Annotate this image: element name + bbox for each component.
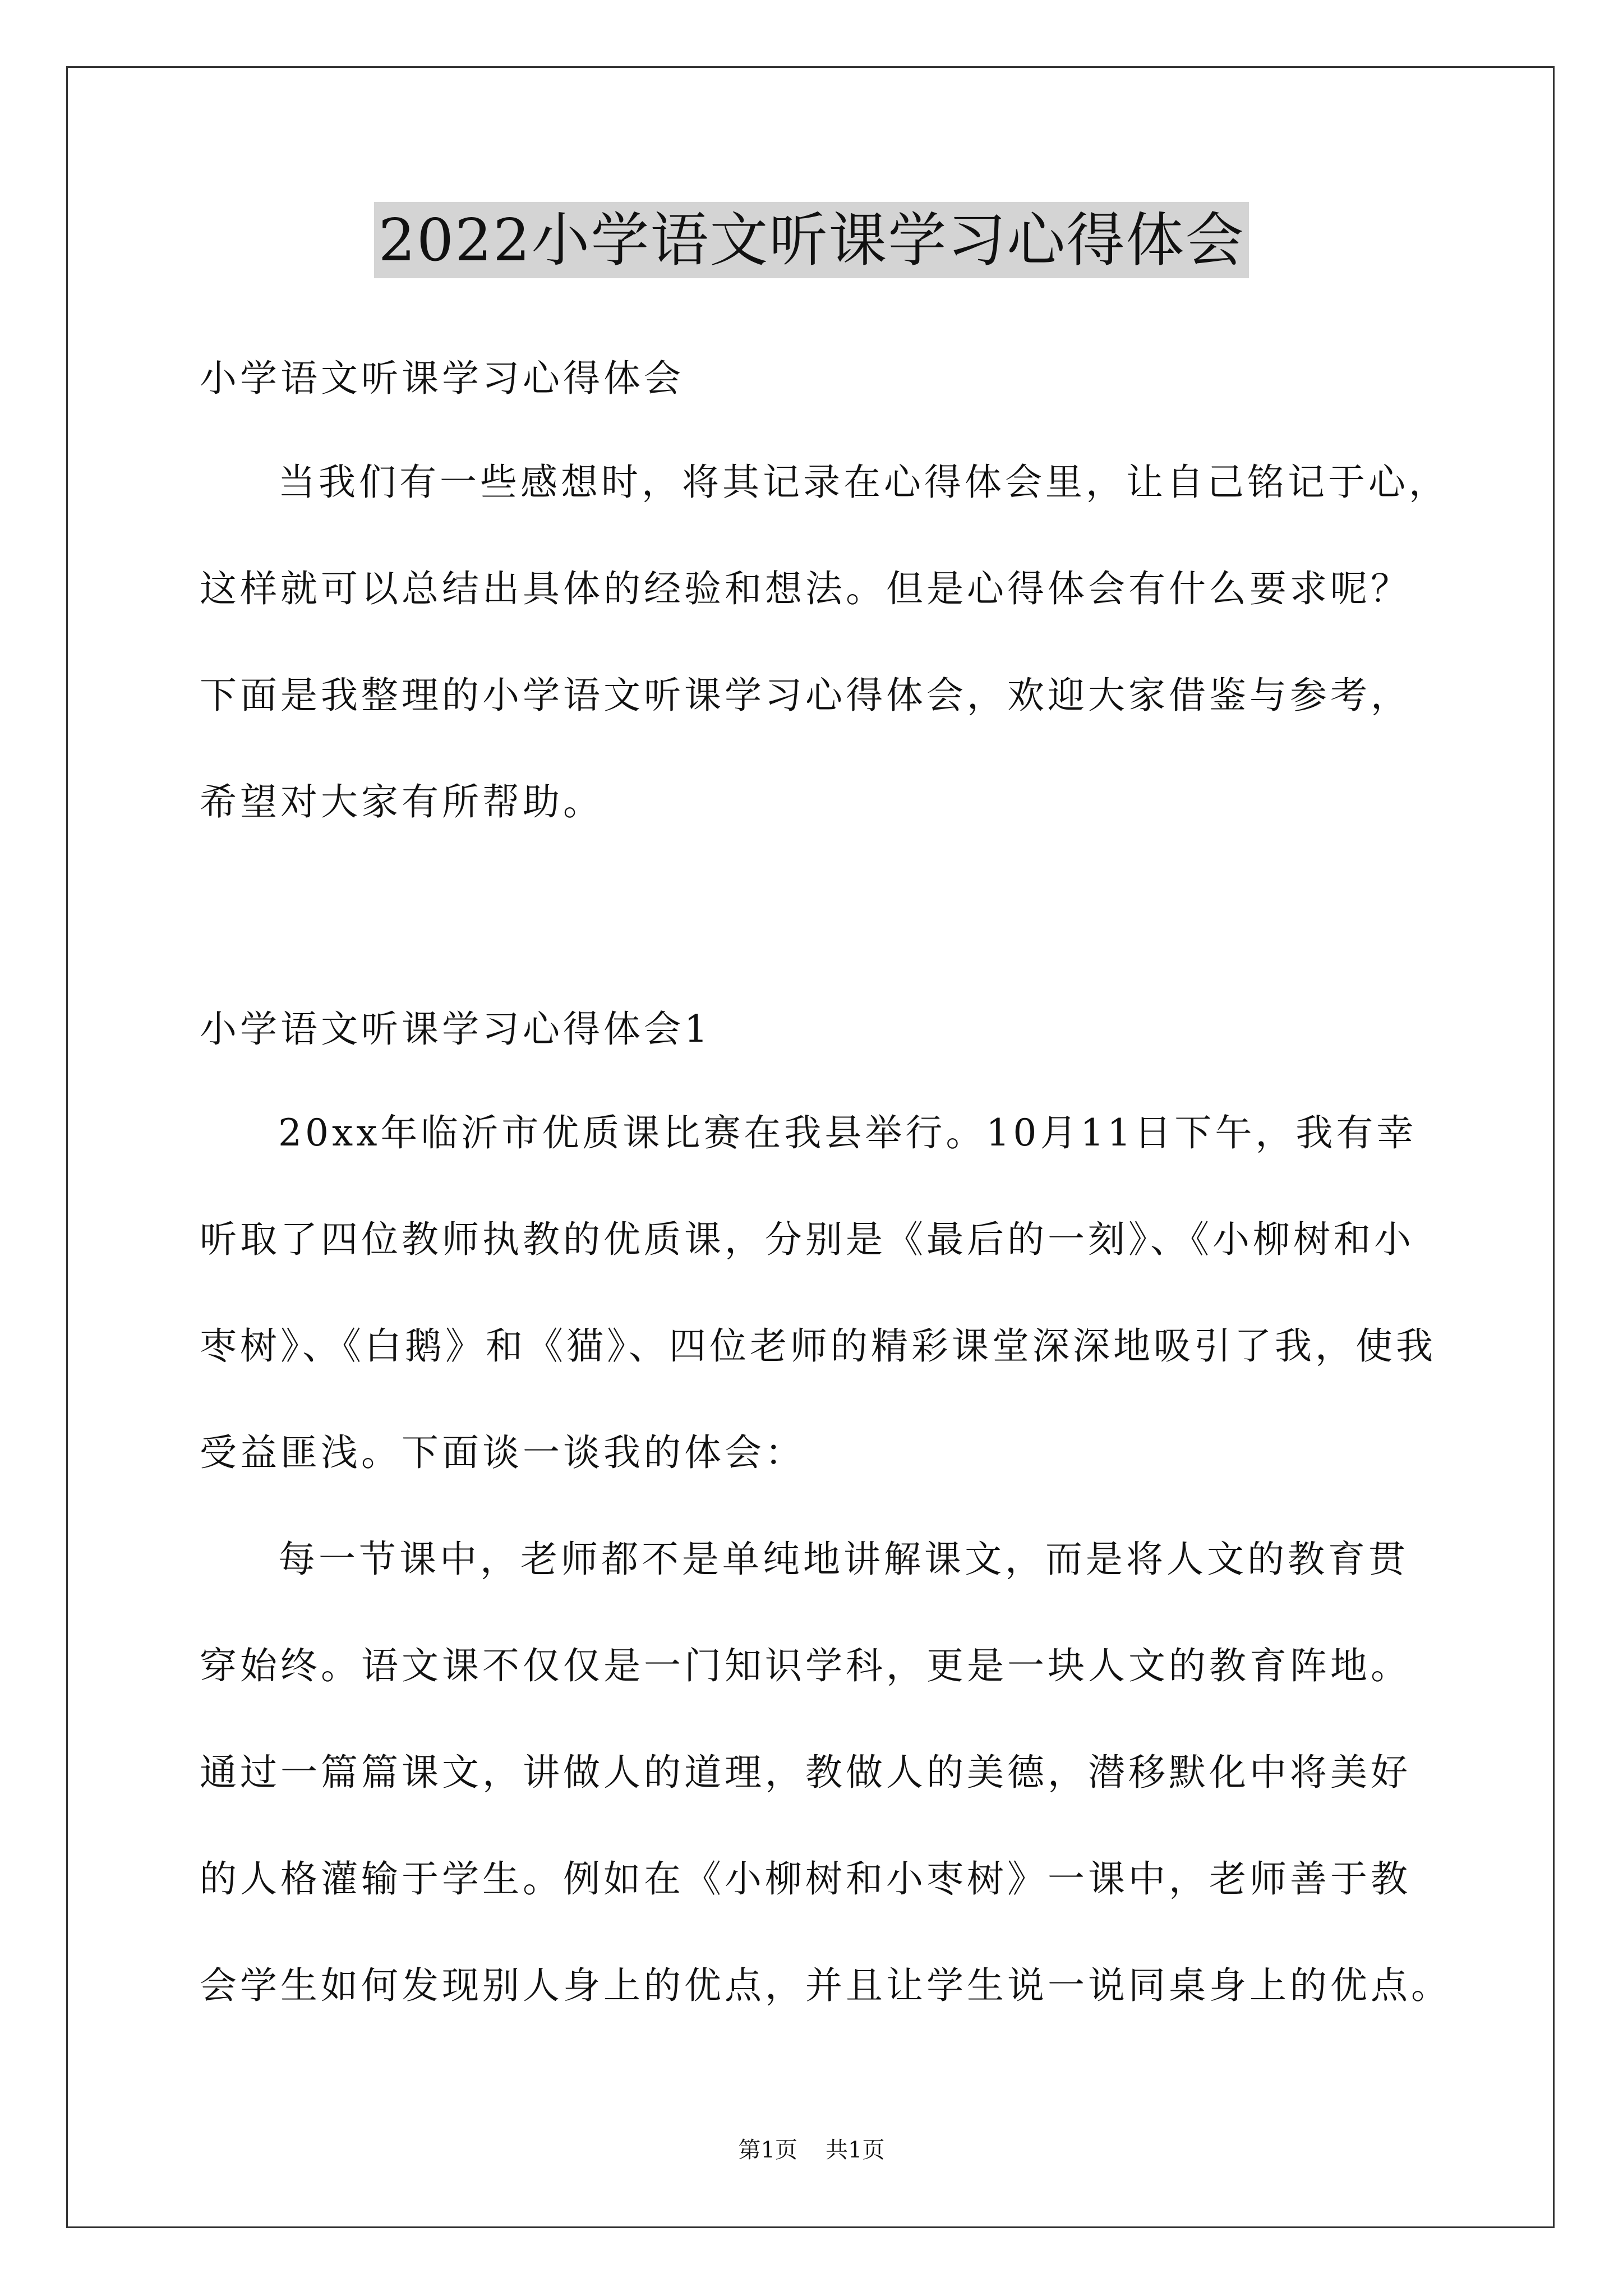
paragraph-line: 通过一篇篇课文，讲做人的道理，教做人的美德，潜移默化中将美好	[200, 1751, 1411, 1794]
paragraph-line: 听取了四位教师执教的优质课，分别是《最后的一刻》、《小柳树和小	[200, 1218, 1414, 1261]
title-container	[0, 202, 1623, 278]
paragraph-line: 穿始终。语文课不仅仅是一门知识学科，更是一块人文的教育阵地。	[200, 1644, 1411, 1687]
intro-line: 这样就可以总结出具体的经验和想法。但是心得体会有什么要求呢？	[200, 567, 1411, 610]
subtitle: 小学语文听课学习心得体会	[200, 357, 684, 400]
paragraph-line: 受益匪浅。下面谈一谈我的体会：	[200, 1431, 805, 1474]
intro-line: 当我们有一些感想时，将其记录在心得体会里，让自己铭记于心，	[278, 461, 1449, 504]
page-total: 共1页	[826, 2137, 885, 2163]
page-footer	[0, 2136, 1623, 2164]
intro-line: 下面是我整理的小学语文听课学习心得体会，欢迎大家借鉴与参考，	[200, 674, 1411, 717]
paragraph-line: 每一节课中，老师都不是单纯地讲解课文，而是将人文的教育贯	[278, 1538, 1409, 1581]
intro-line: 希望对大家有所帮助。	[200, 780, 603, 823]
paragraph-line: 枣树》、《白鹅》和《猫》、四位老师的精彩课堂深深地吸引了我，使我	[200, 1324, 1436, 1368]
section-heading: 小学语文听课学习心得体会1	[200, 1007, 711, 1051]
page-number: 第1页	[738, 2137, 797, 2163]
paragraph-line: 的人格灌输于学生。例如在《小柳树和小枣树》一课中，老师善于教	[200, 1857, 1411, 1901]
paragraph-line: 会学生如何发现别人身上的优点，并且让学生说一说同桌身上的优点。	[200, 1964, 1451, 2007]
paragraph-line: 20xx年临沂市优质课比赛在我县举行。10月11日下午，我有幸	[278, 1111, 1417, 1154]
document-title: 2022小学语文听课学习心得体会	[374, 202, 1249, 278]
